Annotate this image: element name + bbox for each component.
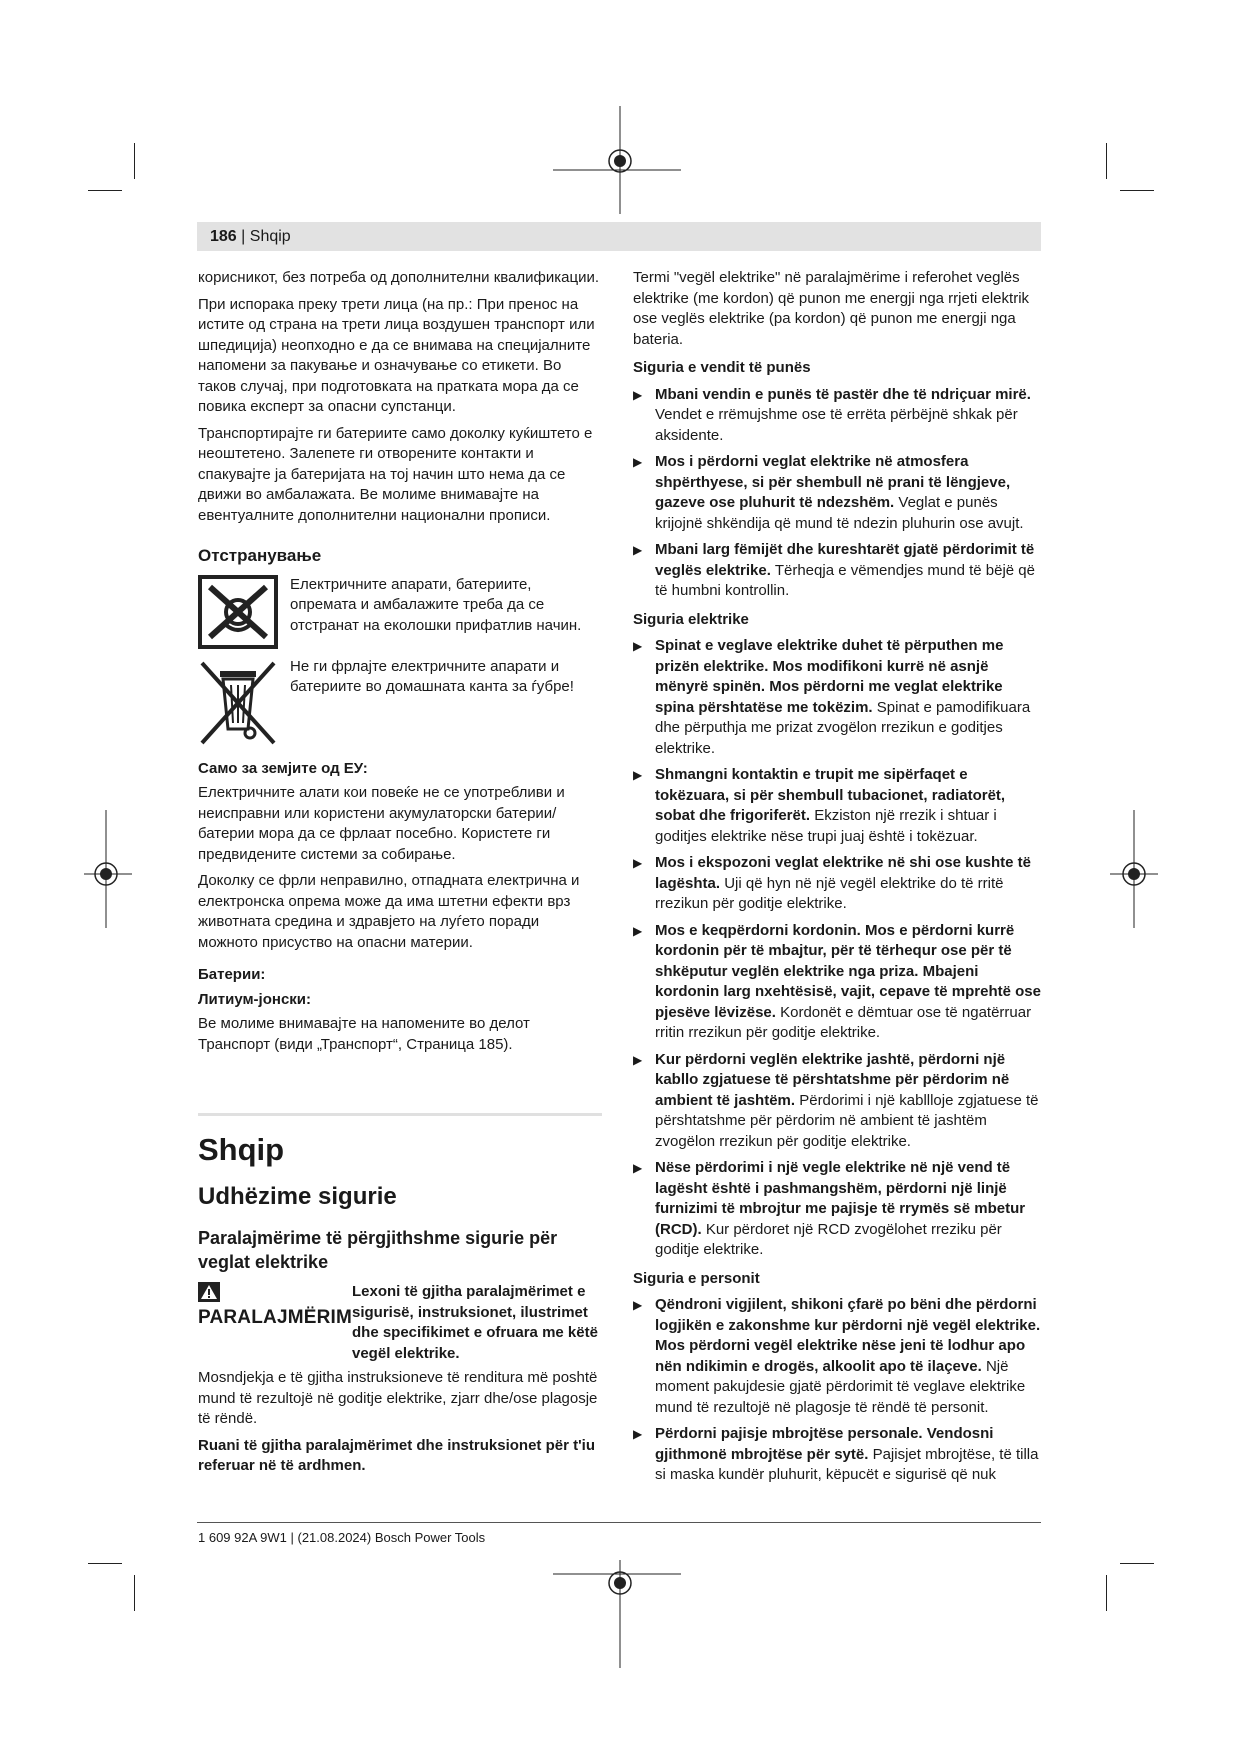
paragraph: Ве молиме внимавајте на напомените во делот Транспорт (види „Транспорт“, Страница 185). — [198, 1015, 530, 1053]
crop-mark — [1120, 1563, 1154, 1564]
disposal-heading: Отстранување — [198, 546, 322, 565]
page-header — [210, 228, 291, 246]
registration-mark-left-icon — [84, 810, 134, 930]
bullet-bold: Mbani larg fëmijët dhe kureshtarët gjatë përdorimit të veglës elektrike. — [655, 541, 1035, 579]
warning-word: PARALAJMËRIM — [198, 1307, 353, 1328]
crop-mark — [1106, 1575, 1107, 1611]
bullet-item — [633, 1158, 1043, 1261]
disposal-row — [198, 575, 602, 649]
bullet-bold: Spinat e veglave elektrike duhet të përputhen me prizën elektrike. Mos modifikoni kurrë në asnjë mënyrë spinën. Mos përdorni me veglat elektrike spina përshtatëse me tokëzim. — [655, 637, 1004, 716]
safety-heading: Udhëzime sigurie — [198, 1183, 397, 1210]
paragraph: Mosndjekja e të gjitha instruksioneve të renditura më poshtë mund të rezultojë në goditje elektrike, zjarr dhe/ose plagosje të rëndë. — [198, 1369, 598, 1427]
paragraph: Електричните алати кои повеќе не се употребливи и неисправни или користени акумулаторски батерии/батерии мора да се фрлаат посебно. Користете ги предвидените системи за собирање. — [198, 784, 565, 863]
crop-mark — [88, 190, 122, 191]
bullet-bold: Shmangni kontaktin e trupit me sipërfaqet e tokëzuara, si për shembull tubacionet, radiatorët, sobat dhe frigoriferët. — [655, 766, 1006, 824]
work-area-heading: Siguria e vendit të punës — [633, 359, 811, 376]
bullet-bold: Përdorni pajisje mbrojtëse personale. Vendosni gjithmonë mbrojtëse për sytë. — [655, 1425, 994, 1463]
paragraph: Доколку се фрли неправилно, отпадната електрична и електронска опрема може да има штетни ефекти врз животната средина и здравјето на луѓето поради можното присуство на опасни материи. — [198, 872, 580, 951]
header-section: Shqip — [249, 228, 291, 245]
bullet-item — [633, 540, 1043, 602]
header-bar — [197, 222, 1041, 251]
registration-mark-bottom-icon — [553, 1560, 683, 1670]
crop-mark — [134, 1575, 135, 1611]
bullet-bold: Mos i ekspozoni veglat elektrike në shi ose kushte të lagështa. — [655, 854, 1031, 892]
paragraph: Termi "vegël elektrike" në paralajmërime i referohet veglës elektrike (me kordon) që punon me energji nga rrjeti elektrik ose veglës elektrike (pa kordon) që punon me energji nga bateria. — [633, 269, 1030, 348]
language-heading: Shqip — [198, 1132, 285, 1167]
crop-mark — [88, 1563, 122, 1564]
section-divider — [198, 1113, 602, 1116]
bullet-bold: Mbani vendin e punës të pastër dhe të ndriçuar mirë. — [655, 385, 1031, 403]
bullet-item — [633, 1050, 1043, 1153]
bullet-item — [633, 921, 1043, 1044]
crop-mark — [134, 143, 135, 179]
keep-instructions: Ruani të gjitha paralajmërimet dhe instruksionet për t'iu referuar në të ardhmen. — [198, 1436, 595, 1474]
warning-block — [198, 1282, 602, 1364]
electrical-safety-heading: Siguria elektrike — [633, 610, 749, 628]
bullet-text: Uji që hyn në një vegël elektrike do të rritë rrezikun për goditje elektrike. — [655, 874, 1004, 912]
bullet-item — [633, 385, 1043, 447]
bullet-text: Vendet e rrëmujshme ose të errëta përbëjnë shkak për aksidente. — [655, 406, 1018, 444]
bullet-item — [633, 1424, 1043, 1486]
disposal-text-2: Не ги фрлајте електричните апарати и батериите во домашната канта за ѓубре! — [290, 657, 574, 695]
warning-triangle-icon — [198, 1282, 220, 1302]
bullet-text: Pajisjet mbrojtëse, të tilla si maska kundër pluhurit, këpucët e sigurisë që nuk — [655, 1445, 1039, 1483]
disposal-text-1: Електричните апарати, батериите, опремата и амбалажите треба да се отстранат на еколошки прифатлив начин. — [290, 575, 582, 634]
paragraph: корисникот, без потреба од дополнителни квалификации. — [198, 269, 600, 286]
bullet-text: Kordonët e dëmtuar ose të ngatërruar rritin rrezikun për goditje elektrike. — [655, 1003, 1032, 1041]
header-separator: | — [241, 228, 250, 245]
disposal-row — [198, 657, 602, 747]
warning-label — [198, 1282, 352, 1364]
bullet-item — [633, 853, 1043, 915]
page-number: 186 — [210, 228, 237, 245]
paragraph: Транспортирајте ги батериите само доколку куќиштето е неоштетено. Залепете ги отворените контакти и спакувајте ја батеријата на тој начин што нема да се движи во амбалажата. Ве молиме внимавајте на евентуалните дополнителни национални прописи. — [198, 424, 593, 524]
bullet-text: Spinat e pamodifikuara dhe përputhja me prizat zvogëlon rrezikun e goditjes elektrike. — [655, 698, 1031, 757]
crop-mark — [1120, 190, 1154, 191]
bullet-text: Ekziston një rrezik i shtuar i goditjes elektrike nëse trupi juaj është i tokëzuar. — [655, 807, 997, 845]
bullet-text: Veglat e punës krijojnë shkëndija që mund të ndezin pluhurin ose avujt. — [655, 494, 1024, 532]
footer-rule — [197, 1522, 1041, 1523]
general-warnings-heading: Paralajmërime të përgjithshme sigurie për veglat elektrike — [198, 1228, 558, 1272]
personal-safety-heading: Siguria e personit — [633, 1269, 760, 1287]
right-column — [633, 268, 1043, 1492]
eu-heading: Само за земјите од ЕУ: — [198, 759, 368, 777]
bullet-text: Përdorimi i një kabllloje zgjatuese të përshtatshme për përdorim në ambient të jashtëm zvogëlon rrezikun për goditje elektrike. — [655, 1091, 1039, 1150]
bullet-bold: Kur përdorni veglën elektrike jashtë, përdorni një kabllo zgjatuese të përshtatshme për përdorim në ambient të jashtëm. — [655, 1050, 1010, 1109]
page-footer: 1 609 92A 9W1 | (21.08.2024) Bosch Power Tools — [198, 1530, 486, 1545]
bullet-item — [633, 765, 1043, 847]
crop-mark — [1106, 143, 1107, 179]
bullet-item — [633, 636, 1043, 759]
crossed-bin-icon — [198, 657, 278, 747]
bullet-text: Kur përdoret një RCD zvogëlohet rreziku për goditje elektrike. — [655, 1220, 1002, 1258]
left-column — [198, 268, 602, 1483]
registration-mark-top-icon — [553, 106, 683, 216]
bullet-bold: Mos e keqpërdorni kordonin. Mos e përdorni kurrë kordonin për të mbajtur, për të tërhequr ose për të shkëputur veglën elektrike nga priza. Mbajeni kordonin larg nxehtësisë, vajit, cepave të mprehtë ose pjesëve lëvizëse. — [655, 921, 1041, 1021]
bullet-item — [633, 1295, 1043, 1418]
registration-mark-right-icon — [1108, 810, 1158, 930]
paragraph: При испорака преку трети лица (на пр.: При пренос на истите од страна на трети лица воздушен транспорт или шпедиција) неопходно е да се внимава на специјалните напомени за пакување и означување со етикети. Во таков случај, при подготовката на пратката мора да се повика експерт за опасни супстанци. — [198, 295, 595, 415]
bullet-item — [633, 452, 1043, 534]
bullet-bold: Mos i përdorni veglat elektrike në atmosfera shpërthyese, si për shembull në prani të lëngjeve, gazeve ose pluhurit të ndezshëm. — [655, 453, 1011, 511]
bullet-bold: Qëndroni vigjilent, shikoni çfarë po bëni dhe përdorni logjikën e zakonshme kur përdorni një vegël elektrike. Mos përdorni vegël elektrike nëse jeni të lodhur apo nën ndikimin e drogës, alkoolit apo të ilaçeve. — [655, 1296, 1041, 1375]
liion-heading: Литиум-јонски: — [198, 990, 312, 1008]
batteries-heading: Батерии: — [198, 966, 266, 983]
bullet-text: Një moment pakujdesie gjatë përdorimit të veglave elektrike mund të rezultojë në plagosje të rëndë të personit. — [655, 1357, 1026, 1416]
bullet-bold: Nëse përdorimi i një vegle elektrike në një vend të lagësht është i pashmangshëm, përdorni një linjë furnizimi të mbrojtur me pajisje të rrymës së mbetur (RCD). — [655, 1159, 1026, 1238]
no-household-waste-icon — [198, 575, 278, 649]
bullet-text: Tërheqja e vëmendjes mund të bëjë që të humbni kontrollin. — [655, 561, 1035, 599]
warning-bold-text: Lexoni të gjitha paralajmërimet e sigurisë, instruksionet, ilustrimet dhe specifikimet e ofruara me këtë vegël elektrike. — [352, 1283, 598, 1362]
